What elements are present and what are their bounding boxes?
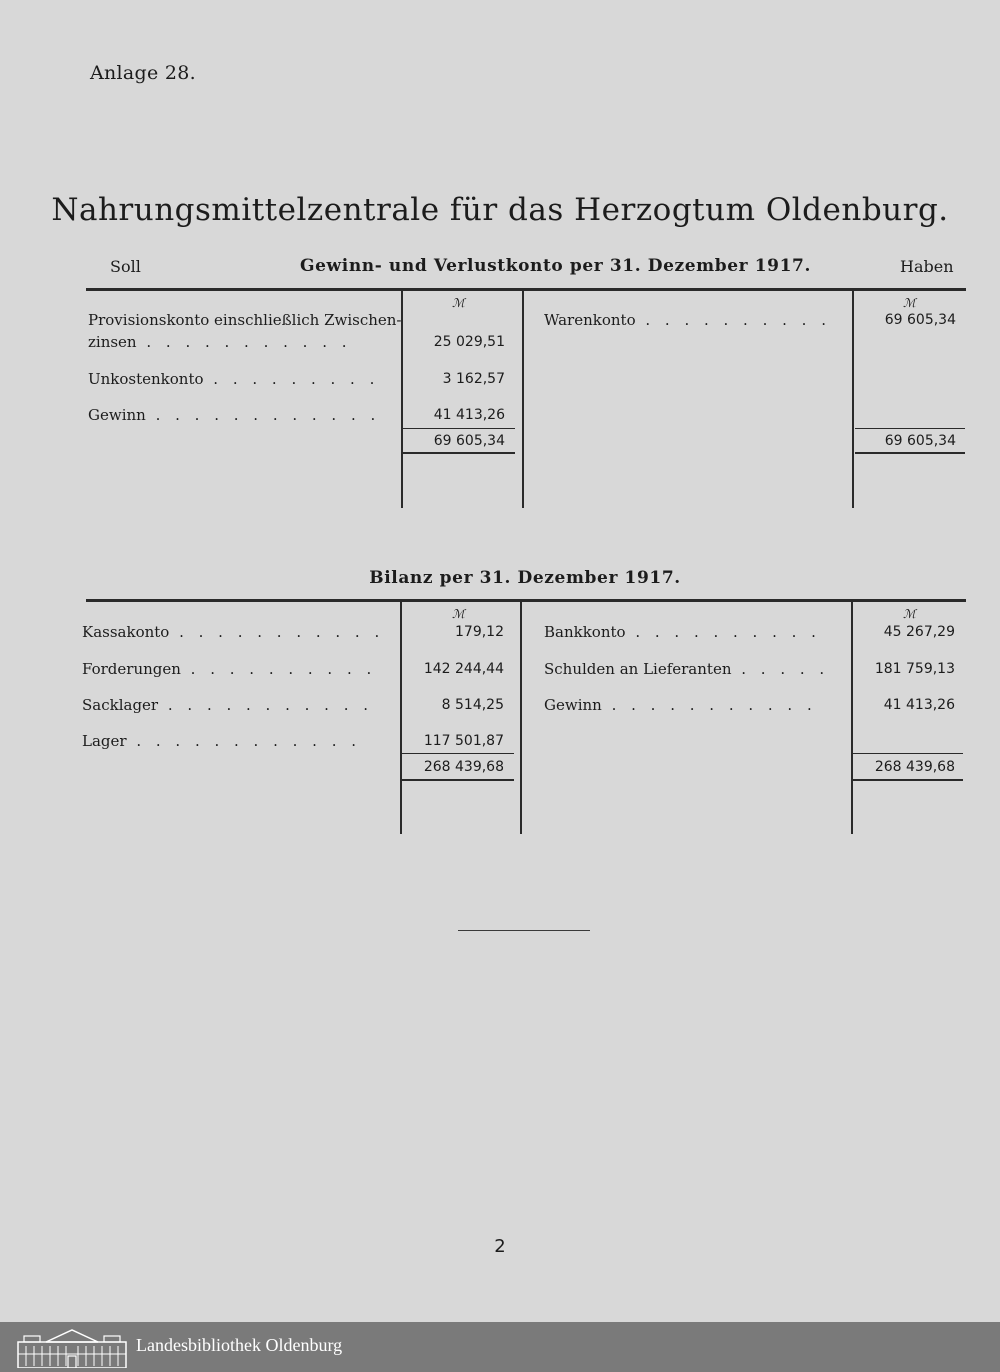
ledger-amount: 69 605,34 — [884, 312, 956, 328]
balance-heading: Bilanz per 31. Dezember 1917. — [369, 568, 681, 588]
annex-label: Anlage 28. — [90, 62, 197, 84]
ledger-amount: 8 514,25 — [441, 697, 504, 713]
page-title: Nahrungsmittelzentrale für das Herzogtum Oldenburg. — [51, 192, 949, 228]
ledger-label — [544, 660, 829, 678]
dot-leader: . . . . . . . . . . — [180, 660, 377, 678]
ledger-label-text: Unkostenkonto — [88, 370, 204, 388]
ledger-label — [82, 696, 373, 714]
ledger-amount: 41 413,26 — [883, 697, 955, 713]
balance-divider-2 — [520, 602, 522, 834]
ledger-amount: 179,12 — [455, 624, 504, 640]
ledger-label-text: Gewinn — [544, 696, 602, 714]
ledger-label-text: Bankkonto — [544, 623, 626, 641]
ledger-amount: 3 162,57 — [442, 371, 505, 387]
ledger-total: 69 605,34 — [884, 433, 956, 449]
balance-top-rule — [86, 599, 966, 602]
ledger-label — [82, 623, 384, 641]
dot-leader: . . . . . . . . . — [203, 370, 380, 388]
ledger-label-text: Forderungen — [82, 660, 181, 678]
pl-heading: Gewinn- und Verlustkonto per 31. Dezember 1917. — [300, 256, 811, 276]
currency-mark: ℳ — [903, 296, 916, 310]
ledger-label-text: Kassakonto — [82, 623, 170, 641]
ledger-label-text: Schulden an Lieferanten — [544, 660, 732, 678]
currency-mark: ℳ — [903, 607, 916, 621]
dot-leader: . . . . . . . . . . . . — [126, 732, 361, 750]
ledger-label — [82, 660, 376, 678]
footer-label: Landesbibliothek Oldenburg — [136, 1335, 343, 1355]
dot-leader: . . . . . . . . . . . — [158, 696, 374, 714]
ledger-label-text: Gewinn — [88, 406, 146, 424]
ledger-label — [544, 311, 831, 329]
currency-mark: ℳ — [452, 296, 465, 310]
footer-bar — [0, 1322, 1000, 1372]
ledger-label — [544, 623, 821, 641]
ledger-amount: 25 029,51 — [433, 334, 505, 350]
total-rule — [403, 452, 515, 454]
dot-leader: . . . . . . . . . . . . — [145, 406, 381, 424]
ledger-label-text: Warenkonto — [544, 311, 636, 329]
ledger-label — [544, 696, 817, 714]
pl-divider-2 — [522, 291, 524, 508]
ledger-label — [88, 370, 379, 388]
ledger-amount: 117 501,87 — [423, 733, 504, 749]
total-rule — [402, 779, 514, 781]
library-building-icon — [16, 1328, 128, 1368]
dot-leader: . . . . . . . . . . — [625, 623, 821, 641]
ledger-label: Provisionskonto einschließlich Zwischen- — [88, 311, 402, 329]
sum-rule — [855, 428, 965, 429]
dot-leader: . . . . . . . . . . — [635, 311, 831, 329]
page-number: 2 — [494, 1236, 506, 1257]
pl-top-rule — [86, 288, 966, 291]
ledger-total: 69 605,34 — [433, 433, 505, 449]
total-rule — [855, 452, 965, 454]
dot-leader: . . . . . . . . . . . — [169, 623, 385, 641]
ledger-amount: 142 244,44 — [423, 661, 504, 677]
ledger-amount: 181 759,13 — [874, 661, 955, 677]
haben-label: Haben — [900, 257, 954, 276]
dot-leader: . . . . . . . . . . . — [136, 333, 352, 351]
ledger-label — [82, 732, 361, 750]
separator-rule — [458, 930, 590, 931]
dot-leader: . . . . . . . . . . . — [601, 696, 817, 714]
sum-rule — [403, 428, 515, 429]
total-rule — [853, 779, 963, 781]
dot-leader: . . . . . — [731, 660, 830, 678]
ledger-label-cont: zinsen — [88, 333, 137, 351]
ledger-amount: 41 413,26 — [433, 407, 505, 423]
soll-label: Soll — [110, 257, 141, 276]
ledger-label-text: Sacklager — [82, 696, 159, 714]
ledger-label — [88, 406, 380, 424]
ledger-label — [88, 333, 352, 351]
ledger-total: 268 439,68 — [423, 759, 504, 775]
sum-rule — [853, 753, 963, 754]
sum-rule — [402, 753, 514, 754]
ledger-amount: 45 267,29 — [883, 624, 955, 640]
ledger-label-text: Lager — [82, 732, 127, 750]
currency-mark: ℳ — [452, 607, 465, 621]
ledger-total: 268 439,68 — [874, 759, 955, 775]
